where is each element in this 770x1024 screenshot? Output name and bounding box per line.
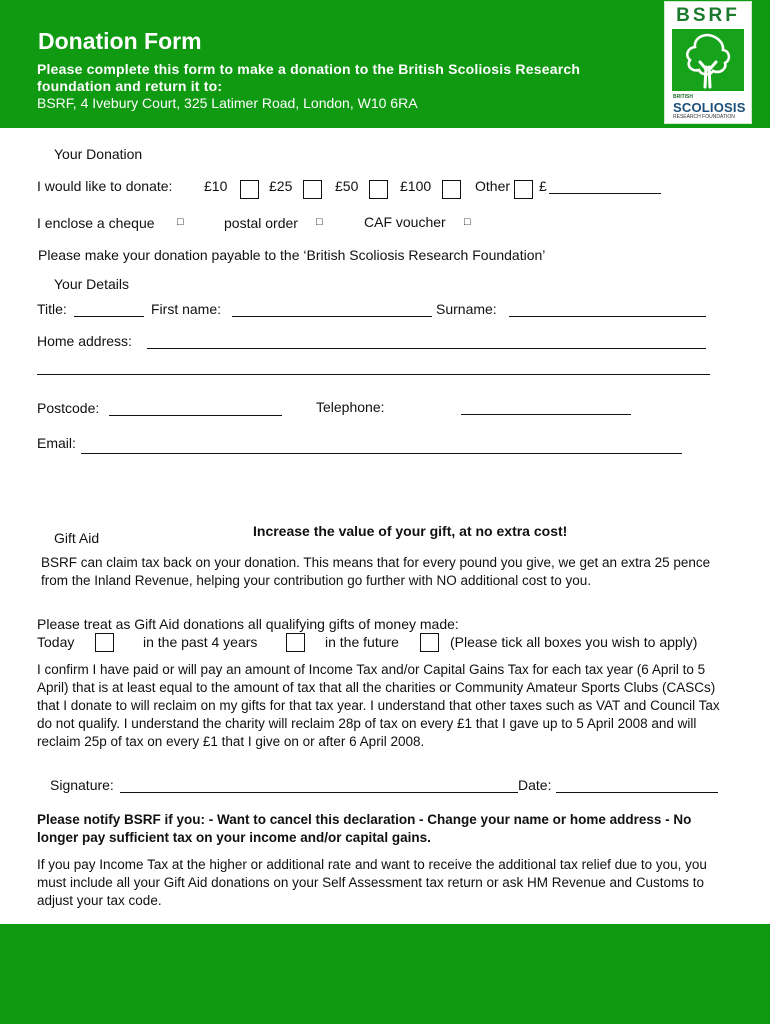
return-address: BSRF, 4 Ivebury Court, 325 Latimer Road, London, W10 6RA [37, 95, 418, 111]
cheque-checkbox[interactable]: □ [177, 216, 184, 228]
home-address-field-line-2[interactable] [37, 374, 710, 375]
title-label: Title: [37, 301, 67, 317]
postcode-field[interactable] [109, 415, 282, 416]
option-50-label: £50 [335, 178, 359, 194]
first-name-label: First name: [151, 301, 222, 317]
option-10-checkbox[interactable] [240, 180, 259, 199]
caf-voucher-checkbox[interactable]: □ [464, 216, 471, 228]
logo-british: BRITISH [673, 94, 693, 100]
telephone-label: Telephone: [316, 399, 385, 415]
option-25-checkbox[interactable] [303, 180, 322, 199]
past-4-years-label: in the past 4 years [143, 634, 258, 650]
caf-voucher-label: CAF voucher [364, 214, 446, 230]
your-details-heading: Your Details [54, 276, 129, 292]
future-checkbox[interactable] [420, 633, 439, 652]
option-50-checkbox[interactable] [369, 180, 388, 199]
higher-rate-text: If you pay Income Tax at the higher or additional rate and want to receive the additional tax relief due to you, you must include all your Gift Aid donations on your Self Assessment tax return or ask HM Revenue and Customs to adjust your tax code. [37, 857, 707, 908]
gift-aid-confirm-text: I confirm I have paid or will pay an amount of Income Tax and/or Capital Gains Tax for each tax year (6 April to 5 April) that is at least equal to the amount of tax that all the charities or Community Amateur Sports Clubs (CASCs) that I donate to will reclaim on my gifts for that tax year. I understand that other taxes such as VAT and Council Tax do not qualify. I understand the charity will reclaim 28p of tax on every £1 that I gave up to 5 April 2008 and will reclaim 25p of tax on every £1 that I give on or after 6 April 2008. [37, 662, 720, 749]
donate-prompt: I would like to donate: [37, 178, 173, 194]
logo-research-foundation: RESEARCH FOUNDATION [673, 114, 735, 120]
notify-text: Please notify BSRF if you: - Want to cancel this declaration - Change your name or home address - No longer pay sufficient tax on your income and/or capital gains. [37, 812, 692, 845]
tree-icon [672, 29, 744, 91]
date-field[interactable] [556, 792, 718, 793]
signature-field[interactable] [120, 792, 518, 793]
gift-aid-treat-text: Please treat as Gift Aid donations all qualifying gifts of money made: [37, 616, 459, 632]
first-name-field[interactable] [232, 316, 432, 317]
home-address-label: Home address: [37, 333, 132, 349]
postcode-label: Postcode: [37, 400, 100, 416]
logo-wordmark: BSRF [676, 5, 740, 26]
your-donation-heading: Your Donation [54, 146, 143, 162]
today-label: Today [37, 634, 75, 650]
email-label: Email: [37, 435, 76, 451]
form-title: Donation Form [38, 28, 202, 54]
gift-aid-claim-text: BSRF can claim tax back on your donation. This means that for every pound you give, we get an extra 25 pence from the Inland Revenue, helping your contribution go further with NO additional cost to you. [41, 555, 711, 588]
gift-aid-headline: Increase the value of your gift, at no extra cost! [253, 523, 568, 539]
surname-label: Surname: [436, 301, 497, 317]
tick-note: (Please tick all boxes you wish to apply) [450, 634, 698, 650]
telephone-field[interactable] [461, 414, 631, 415]
payable-note: Please make your donation payable to the ‘British Scoliosis Research Foundation’ [38, 247, 546, 263]
title-field[interactable] [74, 316, 144, 317]
footer-banner [0, 924, 770, 1024]
cheque-label: I enclose a cheque [37, 215, 155, 231]
date-label: Date: [518, 777, 552, 793]
today-checkbox[interactable] [95, 633, 114, 652]
option-other-checkbox[interactable] [514, 180, 533, 199]
option-other-label: Other [475, 178, 511, 194]
gift-aid-heading: Gift Aid [54, 530, 100, 546]
option-100-label: £100 [400, 178, 432, 194]
postal-order-checkbox[interactable]: □ [316, 216, 323, 228]
signature-label: Signature: [50, 777, 114, 793]
other-currency-symbol: £ [539, 178, 547, 194]
bsrf-logo [664, 1, 752, 124]
surname-field[interactable] [509, 316, 706, 317]
option-25-label: £25 [269, 178, 293, 194]
other-amount-field[interactable] [549, 193, 661, 194]
home-address-field-line-1[interactable] [147, 348, 706, 349]
intro-text: Please complete this form to make a donation to the British Scoliosis Research foundation and return it to: [37, 61, 581, 94]
email-field[interactable] [81, 453, 682, 454]
postal-order-label: postal order [224, 215, 298, 231]
future-label: in the future [325, 634, 399, 650]
option-10-label: £10 [204, 178, 228, 194]
logo-scoliosis: SCOLIOSIS [673, 100, 746, 115]
past-4-years-checkbox[interactable] [286, 633, 305, 652]
option-100-checkbox[interactable] [442, 180, 461, 199]
